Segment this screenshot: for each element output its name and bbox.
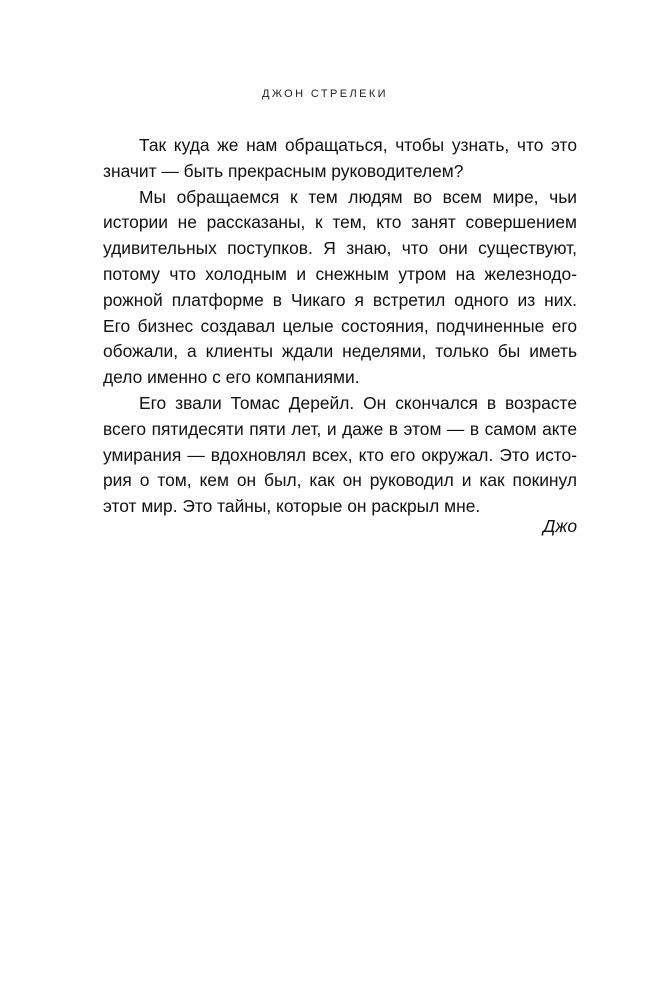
paragraph-2-line-7: обожали, а клиенты ждали неделями, только бы иметь [103,341,577,362]
running-head: ДЖОН СТРЕЛЕКИ [262,88,388,100]
paragraph-1-line-2: значит — быть прекрасным руководителем? [103,160,464,181]
paragraph-3-line-4: рия о том, кем он был, как он руководил и как покинул [103,470,577,491]
paragraph-3-line-1: Его звали Томас Дерейл. Он скончался в возрасте [139,392,577,413]
paragraph-3-line-3: умирания — вдохновлял всех, кто его окружал. Это исто- [103,444,577,465]
paragraph-2-line-1: Мы обращаемся к тем людям во всем мире, чьи [139,186,577,207]
paragraph-2-line-3: удивительных поступков. Я знаю, что они существуют, [103,238,577,259]
paragraph-2-line-5: рожной платформе в Чикаго я встретил одного из них. [103,289,577,310]
paragraph-3-line-2: всего пятидесяти пяти лет, и даже в этом — в самом акте [103,418,577,439]
paragraph-1-line-1: Так куда же нам обращаться, чтобы узнать, что это [139,135,577,155]
paragraph-2-line-4: потому что холодным и снежным утром на железнодо- [103,263,577,284]
body-text [103,133,577,520]
paragraph-3-line-5: этот мир. Это тайны, которые он раскрыл мне. [103,496,481,517]
paragraph-2-line-8: дело именно с его компаниями. [103,367,360,388]
paragraph-2-line-2: истории не рассказаны, к тем, кто занят совершением [103,212,577,233]
signature: Джо [543,516,577,536]
paragraph-2-line-6: Его бизнес создавал целые состояния, подчиненные его [103,315,577,336]
